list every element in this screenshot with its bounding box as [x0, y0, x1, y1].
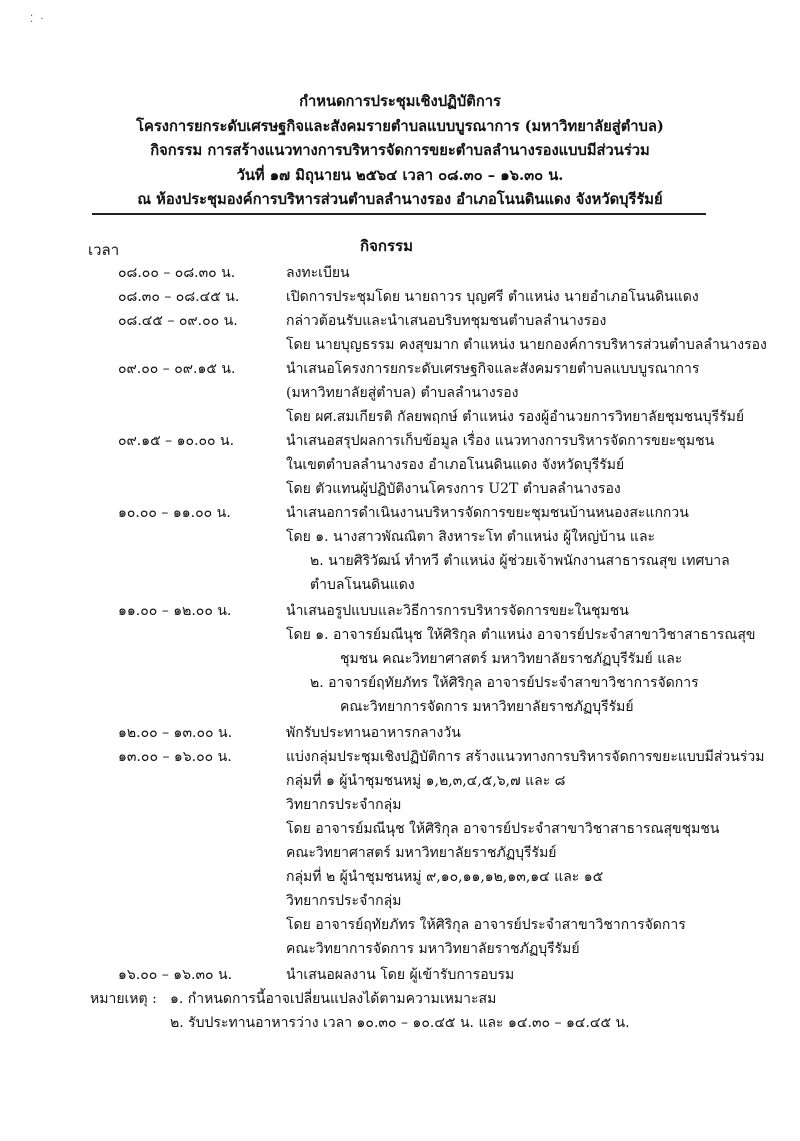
table-row [0, 672, 800, 696]
table-row [0, 964, 800, 988]
time-column-header: เวลา [88, 241, 120, 259]
table-row [0, 624, 800, 648]
table-row [0, 550, 800, 574]
table-row [0, 648, 800, 672]
row-time: ๐๘.๐๐ – ๐๘.๓๐ น. [118, 265, 236, 281]
header-date: วันที่ ๑๗ มิถุนายน ๒๕๖๔ เวลา ๐๘.๓๐ – ๑๖.๓๐ น. [236, 166, 564, 184]
row-time: ๐๘.๓๐ – ๐๘.๔๕ น. [118, 289, 240, 305]
table-row [0, 914, 800, 938]
row-time: ๑๒.๐๐ – ๑๓.๐๐ น. [118, 725, 233, 741]
row-activity: โดย นายบุญธรรม คงสุขมาก ตำแหน่ง นายกองค์การบริหารส่วนตำบลลำนางรอง [286, 337, 767, 353]
header-activity: กิจกรรม การสร้างแนวทางการบริหารจัดการขยะตำบลลำนางรองแบบมีส่วนร่วม [150, 142, 650, 159]
table-row [0, 262, 800, 286]
row-time: ๐๙.๑๕ – ๑๐.๐๐ น. [118, 433, 235, 449]
table-row [0, 286, 800, 310]
table-row [0, 890, 800, 914]
row-activity: นำเสนอผลงาน โดย ผู้เข้ารับการอบรม [286, 967, 515, 983]
row-activity: แบ่งกลุ่มประชุมเชิงปฏิบัติการ สร้างแนวทางการบริหารจัดการขยะแบบมีส่วนร่วม [286, 749, 765, 765]
row-activity: ตำบลโนนดินแดง [310, 577, 415, 593]
row-time: ๐๙.๐๐ – ๐๙.๑๕ น. [118, 361, 236, 377]
table-row [0, 722, 800, 746]
row-activity: วิทยากรประจำกลุ่ม [286, 893, 402, 909]
table-row [0, 574, 800, 598]
row-activity: คณะวิทยาการจัดการ มหาวิทยาลัยราชภัฏบุรีรัมย์ [340, 699, 634, 715]
row-time: ๑๐.๐๐ – ๑๑.๐๐ น. [118, 505, 231, 521]
table-row [0, 358, 800, 382]
header-divider [92, 213, 706, 215]
row-activity: กล่าวต้อนรับและนำเสนอบริบทชุมชนตำบลลำนางรอง [286, 313, 607, 329]
header-project: โครงการยกระดับเศรษฐกิจและสังคมรายตำบลแบบบูรณาการ (มหาวิทยาลัยสู่ตำบล) [136, 117, 664, 135]
row-activity: คณะวิทยาศาสตร์ มหาวิทยาลัยราชภัฏบุรีรัมย์ [286, 845, 557, 861]
table-row [0, 430, 800, 454]
table-row [0, 818, 800, 842]
row-activity: โดย ตัวแทนผู้ปฏิบัติงานโครงการ U2T ตำบลลำนางรอง [286, 481, 621, 497]
row-time: ๑๑.๐๐ – ๑๒.๐๐ น. [118, 603, 232, 619]
notes-label: หมายเหตุ : [90, 991, 157, 1007]
table-row [0, 502, 800, 526]
row-activity: นำเสนอรูปแบบและวิธีการการบริหารจัดการขยะในชุมชน [286, 603, 629, 619]
row-time: ๑๖.๐๐ – ๑๖.๓๐ น. [118, 967, 233, 983]
table-row [0, 696, 800, 720]
row-activity: โดย ๑. นางสาวพัณณิตา สิงหาระโท ตำแหน่ง ผู้ใหญ่บ้าน และ [286, 529, 656, 545]
row-activity: โดย อาจารย์มณีนุช ให้ศิริกุล อาจารย์ประจำสาขาวิชาสาธารณสุขชุมชน [286, 821, 720, 837]
row-activity: ๒. นายศิริวัฒน์ ทำทวี ตำแหน่ง ผู้ช่วยเจ้าพนักงานสาธารณสุข เทศบาล [310, 553, 730, 569]
table-row [0, 938, 800, 962]
row-activity: นำเสนอการดำเนินงานบริหารจัดการขยะชุมชนบ้านหนองสะแกกวน [286, 505, 689, 521]
table-row [0, 478, 800, 502]
row-activity: ในเขตตำบลลำนางรอง อำเภอโนนดินแดง จังหวัดบุรีรัมย์ [286, 457, 625, 473]
table-row [0, 794, 800, 818]
row-activity: คณะวิทยาการจัดการ มหาวิทยาลัยราชภัฏบุรีรัมย์ [286, 941, 580, 957]
table-row [0, 310, 800, 334]
row-activity: นำเสนอโครงการยกระดับเศรษฐกิจและสังคมรายตำบลแบบบูรณาการ [286, 361, 700, 377]
table-row [0, 454, 800, 478]
header-venue: ณ ห้องประชุมองค์การบริหารส่วนตำบลลำนางรอง อำเภอโนนดินแดง จังหวัดบุรีรัมย์ [137, 191, 663, 208]
table-row [0, 746, 800, 770]
row-activity: วิทยากรประจำกลุ่ม [286, 797, 402, 813]
note-item-2: ๒. รับประทานอาหารว่าง เวลา ๑๐.๓๐ – ๑๐.๔๕ น. และ ๑๔.๓๐ – ๑๔.๔๕ น. [170, 1015, 630, 1031]
document-header [0, 90, 800, 213]
table-row [0, 842, 800, 866]
table-row [0, 334, 800, 358]
table-row [0, 526, 800, 550]
row-time: ๑๓.๐๐ – ๑๖.๐๐ น. [118, 749, 232, 765]
table-row [0, 406, 800, 430]
table-row [0, 866, 800, 890]
activity-column-header: กิจกรรม [360, 237, 413, 255]
table-row [0, 770, 800, 794]
row-activity: กลุ่มที่ ๒ ผู้นำชุมชนหมู่ ๙,๑๐,๑๑,๑๒,๑๓,๑๔ และ ๑๕ [286, 869, 604, 885]
row-activity: กลุ่มที่ ๑ ผู้นำชุมชนหมู่ ๑,๒,๓,๔,๕,๖,๗ และ ๘ [286, 773, 566, 789]
note-item-1: ๑. กำหนดการนี้อาจเปลี่ยนแปลงได้ตามความเหมาะสม [170, 991, 497, 1007]
row-activity: โดย ๑. อาจารย์มณีนุช ให้ศิริกุล ตำแหน่ง อาจารย์ประจำสาขาวิชาสาธารณสุข [286, 627, 756, 643]
table-row [0, 600, 800, 624]
row-activity: เปิดการประชุมโดย นายถาวร บุญศรี ตำแหน่ง นายอำเภอโนนดินแดง [286, 289, 699, 305]
row-activity: ชุมชน คณะวิทยาศาสตร์ มหาวิทยาลัยราชภัฏบุรีรัมย์ และ [340, 651, 683, 667]
row-time: ๐๘.๔๕ – ๐๙.๐๐ น. [118, 313, 238, 329]
header-title: กำหนดการประชุมเชิงปฏิบัติการ [299, 93, 501, 110]
row-activity: นำเสนอสรุปผลการเก็บข้อมูล เรื่อง แนวทางการบริหารจัดการขยะชุมชน [286, 433, 715, 449]
row-activity: ลงทะเบียน [286, 265, 350, 281]
row-activity: ๒. อาจารย์ฤทัยภัทร ให้ศิริกุล อาจารย์ประจำสาขาวิชาการจัดการ [310, 675, 699, 691]
row-activity: โดย ผศ.สมเกียรติ กัลยพฤกษ์ ตำแหน่ง รองผู้อำนวยการวิทยาลัยชุมชนบุรีรัมย์ [286, 409, 745, 425]
row-activity: (มหาวิทยาลัยสู่ตำบล) ตำบลลำนางรอง [286, 385, 519, 401]
row-activity: โดย อาจารย์ฤทัยภัทร ให้ศิริกุล อาจารย์ประจำสาขาวิชาการจัดการ [286, 917, 686, 933]
table-row [0, 382, 800, 406]
row-activity: พักรับประทานอาหารกลางวัน [286, 725, 461, 741]
scan-artifact: ⁚ · [30, 14, 46, 25]
